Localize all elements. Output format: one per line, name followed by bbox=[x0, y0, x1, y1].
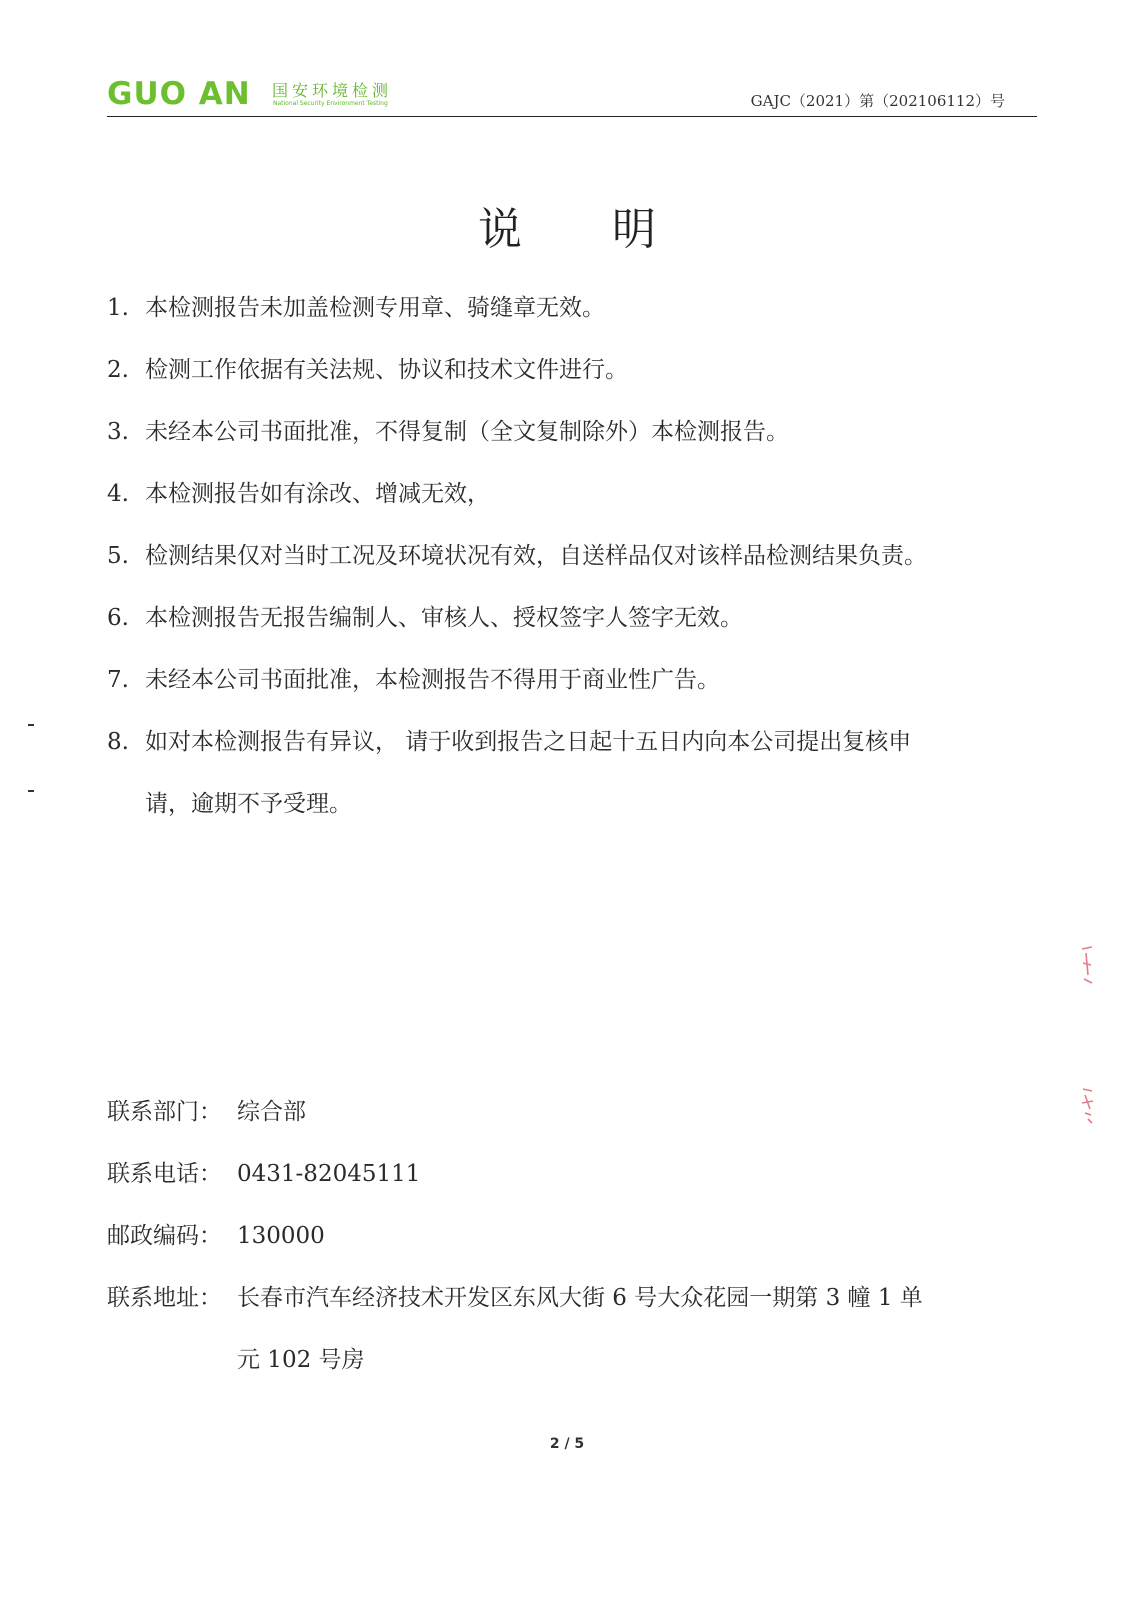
note-continuation: 请，逾期不予受理。 bbox=[145, 791, 352, 817]
logo-chinese-name: 国安环境检测 bbox=[272, 81, 393, 100]
page-header bbox=[107, 74, 1037, 117]
note-text: 本检测报告如有涂改、增减无效， bbox=[145, 481, 490, 507]
scan-mark bbox=[28, 724, 34, 726]
contact-phone-label: 联系电话： bbox=[107, 1161, 222, 1187]
logo-english-name: National Security Environment Testing bbox=[273, 100, 388, 107]
note-number: 3. bbox=[107, 419, 129, 445]
note-item bbox=[107, 472, 1047, 534]
note-text: 如对本检测报告有异议， 请于收到报告之日起十五日内向本公司提出复核申 bbox=[145, 729, 912, 755]
contact-zip-row bbox=[107, 1214, 1007, 1276]
note-number: 5. bbox=[107, 543, 129, 569]
note-number: 7. bbox=[107, 667, 129, 693]
note-number: 2. bbox=[107, 357, 129, 383]
contact-dept-label: 联系部门： bbox=[107, 1099, 222, 1125]
notes-list bbox=[107, 286, 1047, 844]
note-item bbox=[107, 286, 1047, 348]
contact-dept-row bbox=[107, 1090, 1007, 1152]
note-number: 1. bbox=[107, 295, 129, 321]
contact-address-row bbox=[107, 1276, 1007, 1338]
note-number: 6. bbox=[107, 605, 129, 631]
contact-phone-row bbox=[107, 1152, 1007, 1214]
contact-address-value: 长春市汽车经济技术开发区东风大街 6 号大众花园一期第 3 幢 1 单 bbox=[237, 1285, 923, 1311]
note-item bbox=[107, 534, 1047, 596]
note-text: 本检测报告无报告编制人、审核人、授权签字人签字无效。 bbox=[145, 605, 743, 631]
contact-phone-value: 0431-82045111 bbox=[237, 1161, 421, 1187]
note-item bbox=[107, 596, 1047, 658]
note-text: 未经本公司书面批准，本检测报告不得用于商业性广告。 bbox=[145, 667, 720, 693]
scan-mark bbox=[28, 790, 34, 792]
logo-wordmark: GUO AN bbox=[107, 76, 251, 112]
seam-stamp-edge bbox=[1080, 1085, 1096, 1125]
report-number: GAJC（2021）第（202106112）号 bbox=[750, 92, 1005, 110]
note-item bbox=[107, 720, 1047, 782]
note-item bbox=[107, 410, 1047, 472]
contact-dept-value: 综合部 bbox=[237, 1099, 306, 1125]
note-text: 检测结果仅对当时工况及环境状况有效，自送样品仅对该样品检测结果负责。 bbox=[145, 543, 927, 569]
contact-zip-value: 130000 bbox=[237, 1223, 325, 1249]
page-title: 说明 bbox=[478, 204, 746, 255]
contact-address-continuation: 元 102 号房 bbox=[237, 1347, 365, 1373]
seam-stamp-edge bbox=[1080, 945, 1096, 985]
page-number: 2 / 5 bbox=[549, 1436, 585, 1452]
note-item bbox=[107, 348, 1047, 410]
note-number: 4. bbox=[107, 481, 129, 507]
note-number: 8. bbox=[107, 729, 129, 755]
note-text: 未经本公司书面批准，不得复制（全文复制除外）本检测报告。 bbox=[145, 419, 789, 445]
note-text: 检测工作依据有关法规、协议和技术文件进行。 bbox=[145, 357, 628, 383]
contact-info bbox=[107, 1090, 1007, 1400]
note-text: 本检测报告未加盖检测专用章、骑缝章无效。 bbox=[145, 295, 605, 321]
note-item bbox=[107, 658, 1047, 720]
contact-zip-label: 邮政编码： bbox=[107, 1223, 222, 1249]
contact-address-label: 联系地址： bbox=[107, 1285, 222, 1311]
